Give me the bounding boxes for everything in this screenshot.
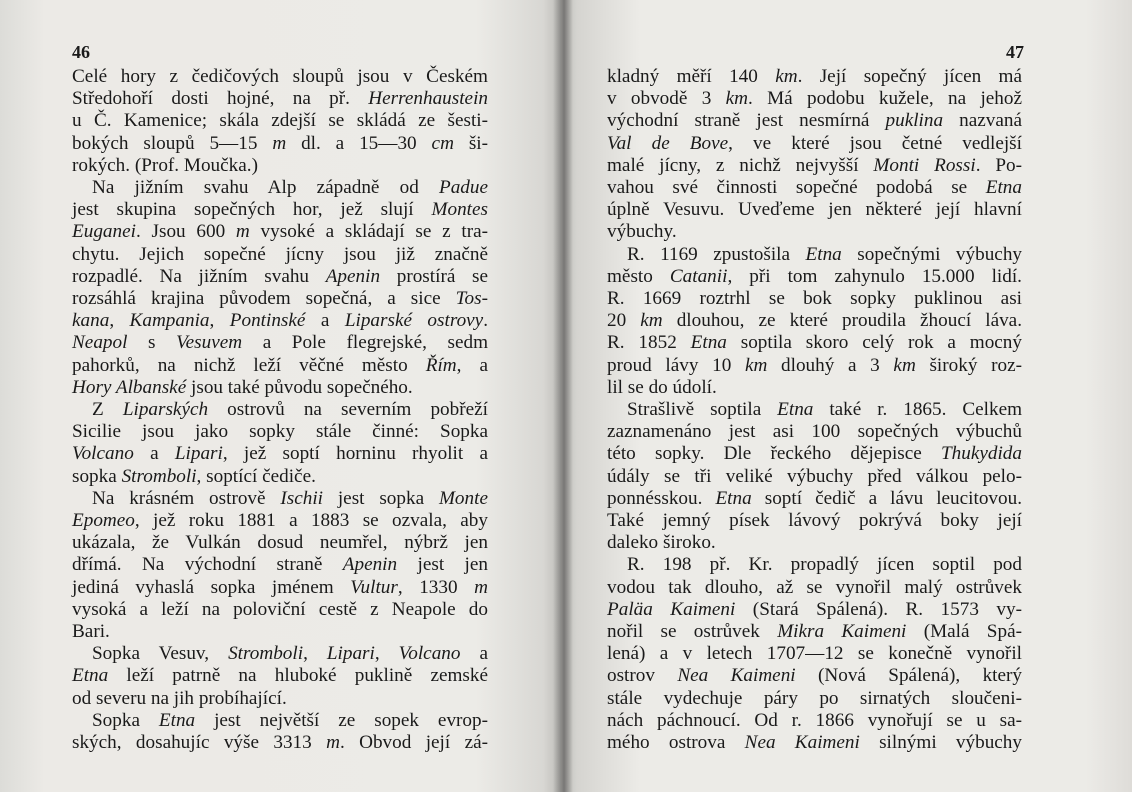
text-line: výbuchy. xyxy=(607,221,677,243)
text-line: Středohoří dosti hojné, na př. Herrenhaustein xyxy=(72,88,488,110)
book-gutter xyxy=(553,0,573,792)
text-line: rozpadlé. Na jižním svahu Apenin prostírá se xyxy=(72,265,488,287)
text-line: chytu. Jejich sopečné jícny jsou již značně xyxy=(72,243,488,265)
text-line: Na krásném ostrově Ischii jest sopka Monte xyxy=(92,487,488,509)
text-line: Také jemný písek lávový pokrývá boky její xyxy=(607,510,1022,532)
text-line: nořil se ostrůvek Mikra Kaimeni (Malá Spá- xyxy=(607,621,1022,643)
text-line: stále vydechuje páry po sirnatých sloučeni- xyxy=(607,687,1022,709)
page-text xyxy=(72,66,488,754)
text-line: u Č. Kamenice; skála zdejší se skládá ze šesti- xyxy=(72,110,488,132)
page-number: 47 xyxy=(1006,42,1024,62)
text-line: proud lávy 10 km dlouhý a 3 km široký roz- xyxy=(607,354,1022,376)
page-text xyxy=(607,66,1022,754)
text-line: Euganei. Jsou 600 m vysoké a skládají se z tra- xyxy=(72,221,488,243)
text-line: rokých. (Prof. Moučka.) xyxy=(72,154,258,176)
text-line: Val de Bove, ve které jsou četné vedlejší xyxy=(607,132,1022,154)
text-line: východní straně jest nesmírná puklina nazvaná xyxy=(607,110,1022,132)
text-line: R. 198 př. Kr. propadlý jícen soptil pod xyxy=(627,554,1022,576)
text-line: lená) a v letech 1707—12 se konečně vynořil xyxy=(607,643,1022,665)
text-line: Strašlivě soptila Etna také r. 1865. Celkem xyxy=(627,399,1023,421)
text-line: vodou tak dlouho, až se vynořil malý ostrůvek xyxy=(607,576,1022,598)
text-line: rozsáhlá krajina původem sopečná, a sice Tos- xyxy=(72,288,488,310)
text-line: Na jižním svahu Alp západně od Padue xyxy=(92,177,488,199)
text-line: zaznamenáno jest asi 100 sopečných výbuchů xyxy=(607,421,1022,443)
text-line: Volcano a Lipari, jež soptí horninu rhyolit a xyxy=(72,443,488,465)
text-line: Sopka Etna jest největší ze sopek evrop- xyxy=(92,709,489,731)
text-line: ponnésskou. Etna soptí čedič a lávu leucitovou. xyxy=(607,487,1022,509)
text-line: vysoká a leží na poloviční cestě z Neapole do xyxy=(72,598,488,620)
text-line: R. 1669 roztrhl se bok sopky puklinou asi xyxy=(607,288,1022,310)
text-line: Paläa Kaimeni (Stará Spálená). R. 1573 vy- xyxy=(607,598,1022,620)
text-line: jest skupina sopečných hor, jež slují Montes xyxy=(72,199,488,221)
text-line: sopka Stromboli, soptící čediče. xyxy=(72,465,316,487)
text-line: úplně Vesuvu. Uveďeme jen některé její hlavní xyxy=(607,199,1022,221)
text-line: kladný měří 140 km. Její sopečný jícen má xyxy=(607,66,1022,87)
text-line: jediná vyhaslá sopka jménem Vultur, 1330 m xyxy=(72,576,488,598)
text-line: Etna leží patrně na hluboké puklině zemské xyxy=(72,665,488,687)
text-line: Z Liparských ostrovů na severním pobřeží xyxy=(92,399,488,421)
text-line: v obvodě 3 km. Má podobu kužele, na jehož xyxy=(607,88,1022,110)
text-line: Bari. xyxy=(72,621,110,643)
text-line: ukázala, že Vulkán dosud neumřel, nýbrž jen xyxy=(72,532,488,554)
text-line: lil se do údolí. xyxy=(607,376,717,398)
text-line: daleko široko. xyxy=(607,532,716,554)
text-line: ostrov Nea Kaimeni (Nová Spálená), který xyxy=(607,665,1022,687)
right-page xyxy=(560,0,1132,792)
text-line: pahorků, na nichž leží věčné město Řím, a xyxy=(72,354,488,376)
text-line: nách páchnoucí. Od r. 1866 vynořují se u sa- xyxy=(607,709,1022,731)
text-line: mého ostrova Nea Kaimeni silnými výbuchy xyxy=(607,732,1022,754)
text-line: malé jícny, z nichž nejvyšší Monti Rossi. Po- xyxy=(607,154,1022,176)
text-line: vahou své činnosti sopečné podobá se Etna xyxy=(607,177,1022,199)
text-line: Sicilie jsou jako sopky stále činné: Sopka xyxy=(72,421,488,443)
text-line: od severu na jih probíhající. xyxy=(72,687,287,709)
text-line: Celé hory z čedičových sloupů jsou v Českém xyxy=(72,66,488,87)
text-line: Neapol s Vesuvem a Pole flegrejské, sedm xyxy=(72,332,488,354)
page-number: 46 xyxy=(72,42,90,62)
text-line: město Catanii, při tom zahynulo 15.000 lidí. xyxy=(607,265,1022,287)
text-line: této sopky. Dle řeckého dějepisce Thukydida xyxy=(607,443,1022,465)
text-line: 20 km dlouhou, ze které proudila žhoucí láva. xyxy=(607,310,1022,332)
text-line: dřímá. Na východní straně Apenin jest jen xyxy=(72,554,488,576)
text-line: Sopka Vesuv, Stromboli, Lipari, Volcano a xyxy=(92,643,488,665)
text-line: R. 1169 zpustošila Etna sopečnými výbuchy xyxy=(627,243,1023,265)
text-line: ských, dosahujíc výše 3313 m. Obvod její zá- xyxy=(72,732,488,754)
text-line: R. 1852 Etna soptila skoro celý rok a mocný xyxy=(607,332,1022,354)
text-line: Hory Albanské jsou také původu sopečného. xyxy=(72,376,413,398)
text-line: bokých sloupů 5—15 m dl. a 15—30 cm ši- xyxy=(72,132,488,154)
text-line: údály se tři veliké výbuchy před válkou pelo- xyxy=(607,465,1022,487)
text-line: Epomeo, jež roku 1881 a 1883 se ozvala, aby xyxy=(72,510,488,532)
text-line: kana, Kampania, Pontinské a Liparské ostrovy. xyxy=(72,310,488,332)
left-page xyxy=(0,0,560,792)
